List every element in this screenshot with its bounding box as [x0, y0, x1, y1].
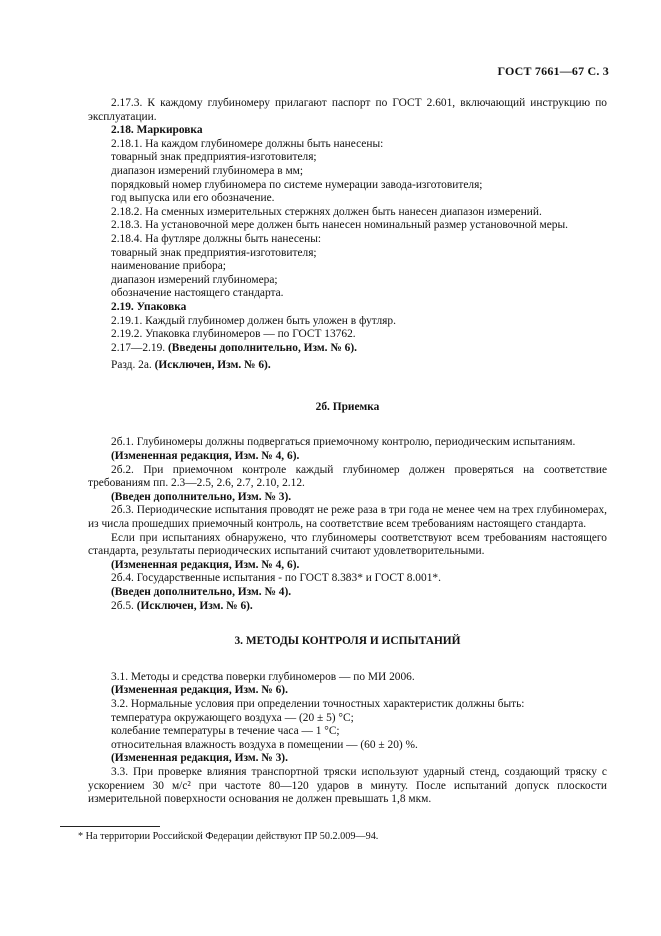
clause-ref: Разд. 2а.: [111, 359, 152, 372]
paragraph: 2.18.2. На сменных измерительных стержнях должен быть нанесен диапазон измерений.: [111, 205, 542, 218]
paragraph: 2б.3. Периодические испытания проводят не реже раза в три года не менее чем на трех глубиномерах, из числа прошедших приемочный контроль, на соответствие всем требованиям настоящего стандарта.: [88, 504, 607, 531]
amendment-text: (Измененная редакция, Изм. № 3).: [111, 752, 288, 765]
amendment-text: (Измененная редакция, Изм. № 4, 6).: [111, 450, 300, 463]
paragraph: 2.19.2. Упаковка глубиномеров — по ГОСТ 13762.: [111, 328, 356, 341]
section-title: 2б. Приемка: [315, 400, 380, 413]
paragraph: 3.1. Методы и средства поверки глубиномеров — по МИ 2006.: [111, 670, 415, 683]
list-item: наименование прибора;: [111, 260, 226, 273]
paragraph: 3.2. Нормальные условия при определении точностных характеристик должны быть:: [111, 697, 525, 710]
amendment-text: (Введен дополнительно, Изм. № 4).: [111, 586, 292, 598]
paragraph: 2.18.4. На футляре должны быть нанесены:: [111, 232, 322, 245]
amendment-text: (Измененная редакция, Изм. № 6).: [111, 684, 288, 697]
list-item: товарный знак предприятия-изготовителя;: [111, 151, 317, 164]
paragraph: 2.17.3. К каждому глубиномеру прилагают паспорт по ГОСТ 2.601, включающий инструкцию по эксплуатации.: [88, 97, 607, 123]
list-item: порядковый номер глубиномера по системе нумерации завода-изготовителя;: [111, 178, 483, 191]
paragraph: 2б.4. Государственные испытания - по ГОСТ 8.383* и ГОСТ 8.001*.: [111, 572, 441, 585]
list-item: относительная влажность воздуха в помещении — (60 ± 20) %.: [111, 738, 418, 751]
amendment-note: [88, 359, 607, 373]
paragraph: 2.19.1. Каждый глубиномер должен быть уложен в футляр.: [111, 314, 396, 327]
paragraph: 2б.1. Глубиномеры должны подвергаться приемочному контролю, периодическим испытаниям.: [111, 436, 576, 449]
list-item: год выпуска или его обозначение.: [111, 192, 275, 205]
list-item: колебание температуры в течение часа — 1 °С;: [111, 725, 340, 738]
footnote: * На территории Российской Федерации действуют ПР 50.2.009—94.: [78, 831, 379, 842]
section-title: 3. МЕТОДЫ КОНТРОЛЯ И ИСПЫТАНИЙ: [234, 635, 461, 648]
amendment-note: [88, 600, 607, 614]
clause-ref: 2б.5.: [111, 599, 134, 612]
list-item: температура окружающего воздуха — (20 ± 5) °С;: [111, 711, 354, 724]
section-heading: 2.19. Упаковка: [111, 300, 187, 313]
section-heading: 2.18. Маркировка: [111, 124, 203, 137]
amendment-text: (Исключен, Изм. № 6).: [136, 599, 253, 612]
list-item: товарный знак предприятия-изготовителя;: [111, 246, 317, 259]
paragraph: 2.18.3. На установочной мере должен быть нанесен номинальный размер установочной меры.: [111, 219, 568, 232]
paragraph: 3.3. При проверке влияния транспортной тряски используют ударный стенд, создающий тряску с ускорением 30 м/с² при частоте 80—120 ударов в минуту. После испытаний допуск плоскости измерительной поверхности основания не должен превышать 1,8 мкм.: [88, 765, 607, 806]
amendment-text: (Измененная редакция, Изм. № 4, 6).: [111, 558, 300, 571]
amendment-text: (Исключен, Изм. № 6).: [154, 359, 271, 372]
clause-ref: 2.17—2.19.: [111, 341, 166, 354]
amendment-text: (Введены дополнительно, Изм. № 6).: [167, 341, 357, 354]
footnote-divider: [60, 826, 160, 827]
amendment-note: [88, 342, 607, 356]
list-item: диапазон измерений глубиномера в мм;: [111, 164, 304, 177]
paragraph: Если при испытаниях обнаружено, что глубиномеры соответствуют всем требованиям настоящего стандарта, результаты периодических испытаний считают удовлетворительными.: [88, 531, 607, 558]
page-header: ГОСТ 7661—67 С. 3: [497, 64, 609, 78]
list-item: обозначение настоящего стандарта.: [111, 287, 284, 300]
paragraph: 2.18.1. На каждом глубиномере должны быть нанесены:: [111, 137, 384, 150]
list-item: диапазон измерений глубиномера;: [111, 273, 278, 286]
amendment-text: (Введен дополнительно, Изм. № 3).: [111, 490, 292, 503]
paragraph: 2б.2. При приемочном контроле каждый глубиномер должен проверяться на соответствие требованиям пп. 2.3—2.5, 2.6, 2.7, 2.10, 2.12.: [88, 463, 607, 490]
document-body: [88, 97, 607, 807]
